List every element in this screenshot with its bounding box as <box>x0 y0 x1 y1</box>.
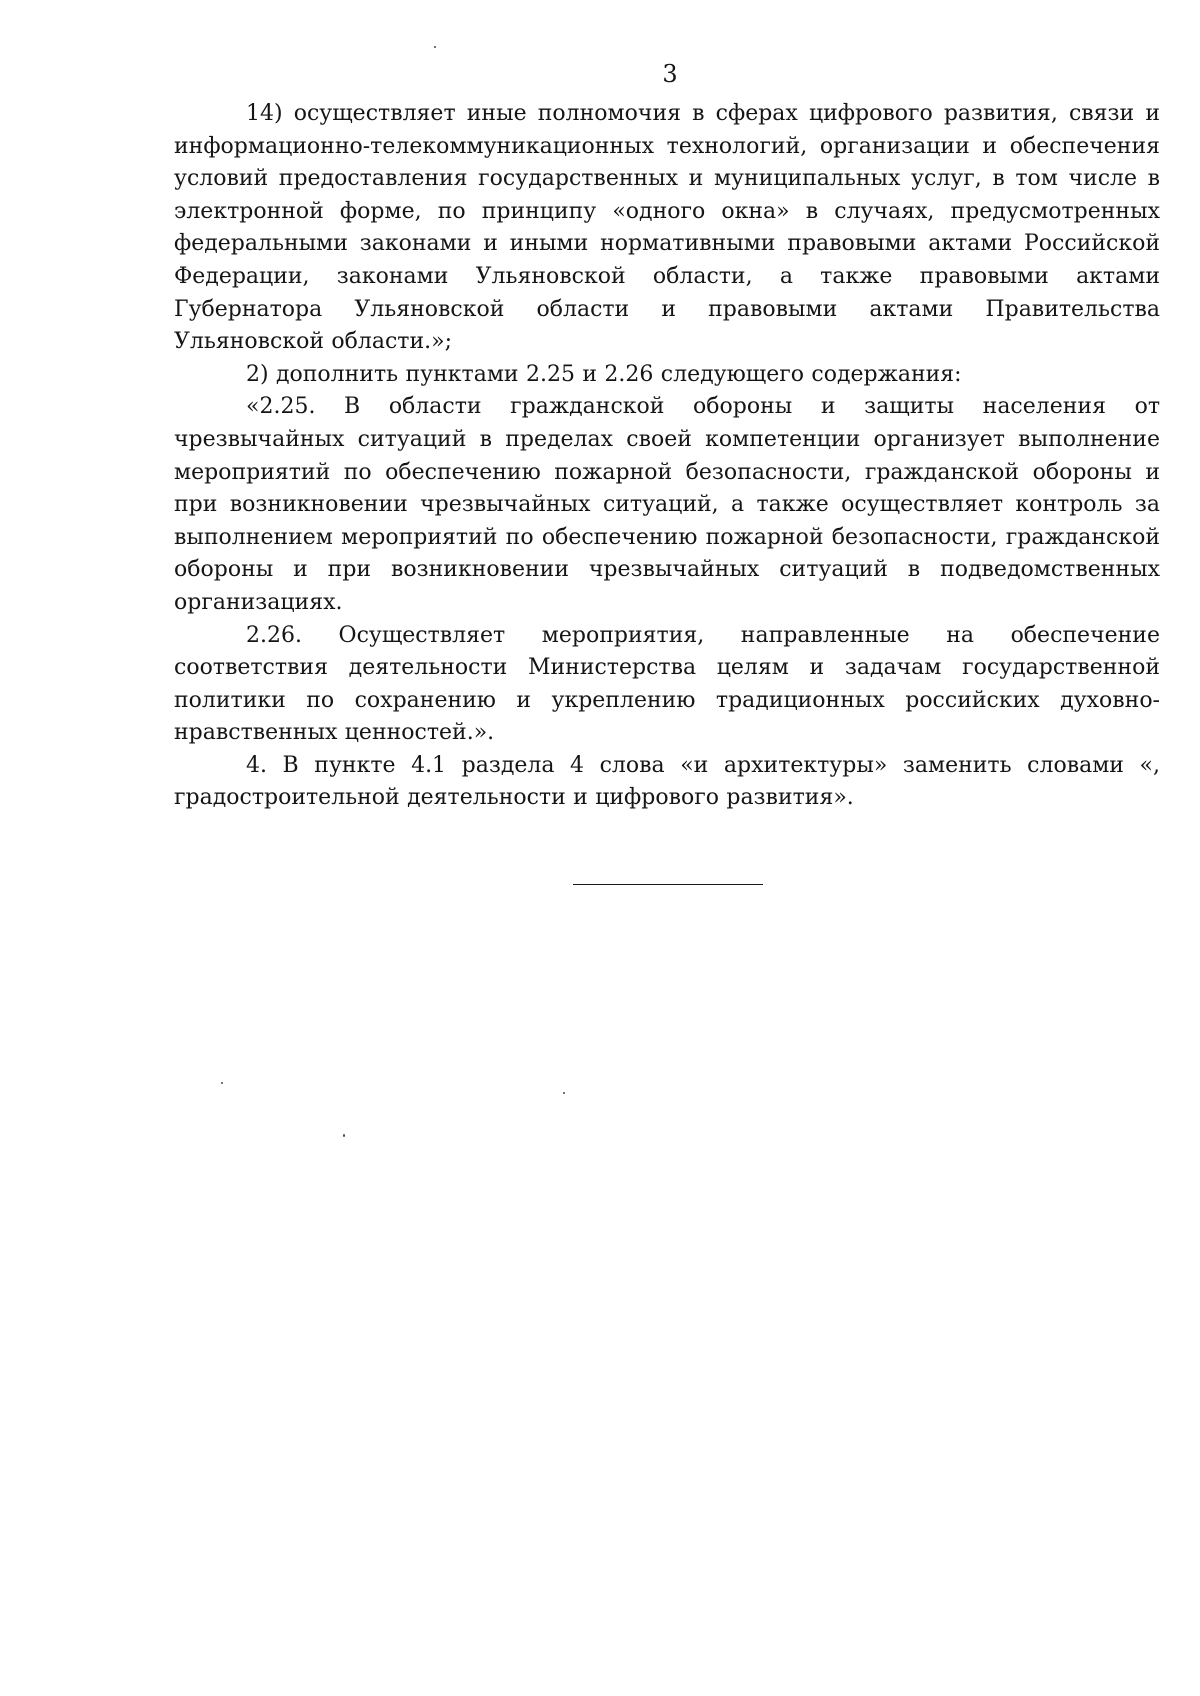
page-number: 3 <box>662 60 678 88</box>
end-of-text-rule <box>573 884 763 885</box>
document-body <box>174 98 1160 815</box>
scan-speck <box>343 1134 345 1137</box>
paragraph-clause-2-26: 2.26. Осуществляет мероприятия, направленные на обеспечение соответствия деятельности Министерства целям и задачам государственной политики по сохранению и укреплению традиционных российских духовно-нравственных ценностей.». <box>174 622 1160 746</box>
scan-speck <box>221 1082 223 1084</box>
paragraph-item-14: 14) осуществляет иные полномочия в сферах цифрового развития, связи и информационно-телекоммуникационных технологий, организации и обеспечения условий предоставления государственных и муниципальных услуг, в том числе в электронной форме, по принципу «одного окна» в случаях, предусмотренных федеральными законами и иными нормативными правовыми актами Российской Федерации, законами Ульяновской области, а также правовыми актами Губернатора Ульяновской области и правовыми актами Правительства Ульяновской области.»; <box>174 101 1160 355</box>
paragraph-amendment-2: 2) дополнить пунктами 2.25 и 2.26 следующего содержания: <box>246 361 962 387</box>
paragraph-clause-2-25: «2.25. В области гражданской обороны и защиты населения от чрезвычайных ситуаций в пределах своей компетенции организует выполнение мероприятий по обеспечению пожарной безопасности, гражданской обороны и при возникновении чрезвычайных ситуаций, а также осуществляет контроль за выполнением мероприятий по обеспечению пожарной безопасности, гражданской обороны и при возникновении чрезвычайных ситуаций в подведомственных организациях. <box>174 394 1160 615</box>
paragraph-item-4: 4. В пункте 4.1 раздела 4 слова «и архитектуры» заменить словами «, градостроительной деятельности и цифрового развития». <box>174 752 1160 811</box>
scan-speck <box>434 46 436 48</box>
scan-speck <box>563 1092 565 1094</box>
